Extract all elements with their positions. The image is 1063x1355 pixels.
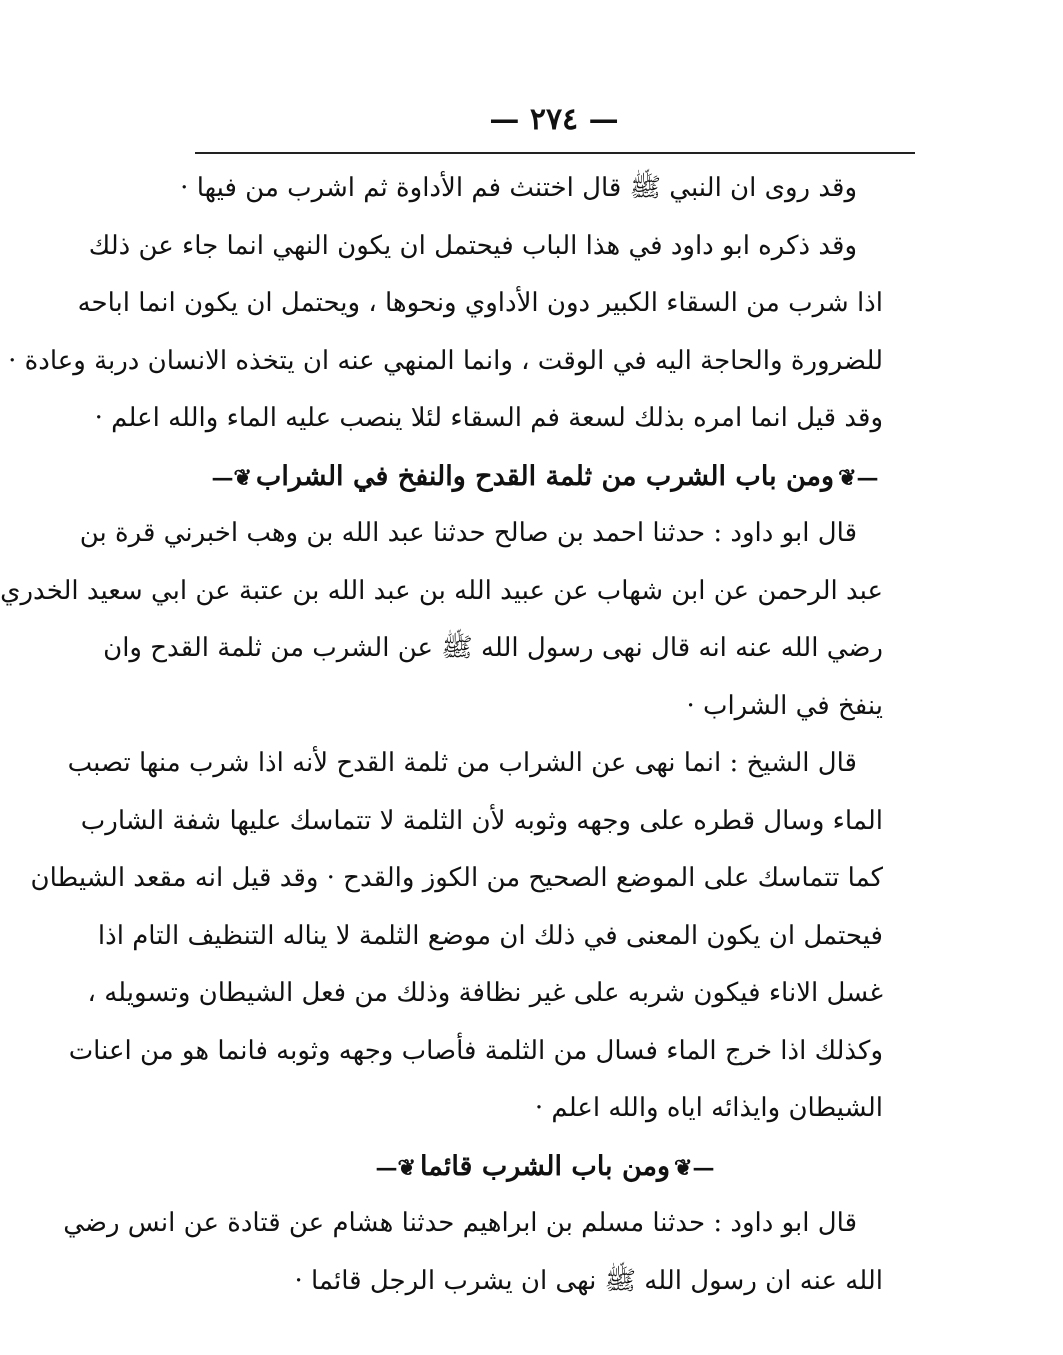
text-line: فيحتمل ان يكون المعنى في ذلك ان موضع الثلمة لا يناله التنظيف التام اذا xyxy=(97,920,883,951)
text-line: قال الشيخ : انما نهى عن الشراب من ثلمة القدح لأنه اذا شرب منها تصبب xyxy=(67,748,857,778)
text-line: الله عنه ان رسول الله ﷺ نهى ان يشرب الرجل قائما · xyxy=(294,1265,883,1296)
ornament-icon: —❦ xyxy=(838,464,879,491)
text-line: وكذلك اذا خرج الماء فسال من الثلمة فأصاب وجهه وثوبه فانما هو من اعنات xyxy=(68,1035,883,1066)
ornament-icon: —❦ xyxy=(674,1154,715,1181)
text-line: عبد الرحمن عن ابن شهاب عن عبيد الله بن عبد الله بن عتبة عن ابي سعيد الخدري xyxy=(0,575,883,606)
ornament-icon: ❦— xyxy=(375,1154,416,1181)
page-number: — ٢٧٤ — xyxy=(489,102,619,137)
text-line: وقد روى ان النبي ﷺ قال اختنث فم الأداوة ثم اشرب من فيها · xyxy=(180,173,857,203)
text-line: وقد قيل انما امره بذلك لسعة فم السقاء لئلا ينصب عليه الماء والله اعلم · xyxy=(94,403,883,433)
heading-text: ومن باب الشرب من ثلمة القدح والنفخ في الشراب xyxy=(255,460,835,492)
text-line: الشيطان وايذائه اياه والله اعلم · xyxy=(534,1093,883,1123)
text-line: وقد ذكره ابو داود في هذا الباب فيحتمل ان يكون النهي انما جاء عن ذلك xyxy=(88,230,857,261)
text-line: قال ابو داود : حدثنا مسلم بن ابراهيم حدثنا هشام عن قتادة عن انس رضي xyxy=(63,1208,857,1238)
text-line: غسل الاناء فيكون شربه على غير نظافة وذلك من فعل الشيطان وتسويله ، xyxy=(87,978,883,1008)
text-line: الماء وسال قطره على وجهه وثوبه لأن الثلمة لا تتماسك عليها شفة الشارب xyxy=(80,805,883,836)
text-line: اذا شرب من السقاء الكبير دون الأداوي ونحوها ، ويحتمل ان يكون انما اباحه xyxy=(77,288,883,318)
section-heading xyxy=(207,1138,883,1196)
ornament-icon: ❦— xyxy=(211,464,252,491)
section-heading xyxy=(207,448,883,506)
text-line: للضرورة والحاجة اليه في الوقت ، وانما المنهي عنه ان يتخذه الانسان دربة وعادة · xyxy=(8,345,883,376)
header-rule xyxy=(195,152,915,154)
body-text xyxy=(0,160,883,1310)
text-line: قال ابو داود : حدثنا احمد بن صالح حدثنا عبد الله بن وهب اخبرني قرة بن xyxy=(79,518,857,548)
text-line: رضي الله عنه انه قال نهى رسول الله ﷺ عن الشرب من ثلمة القدح وان xyxy=(103,633,883,663)
heading-text: ومن باب الشرب قائما xyxy=(419,1150,671,1182)
text-line: ينفخ في الشراب · xyxy=(686,690,883,721)
text-line: كما تتماسك على الموضع الصحيح من الكوز والقدح · وقد قيل انه مقعد الشيطان xyxy=(30,863,883,893)
